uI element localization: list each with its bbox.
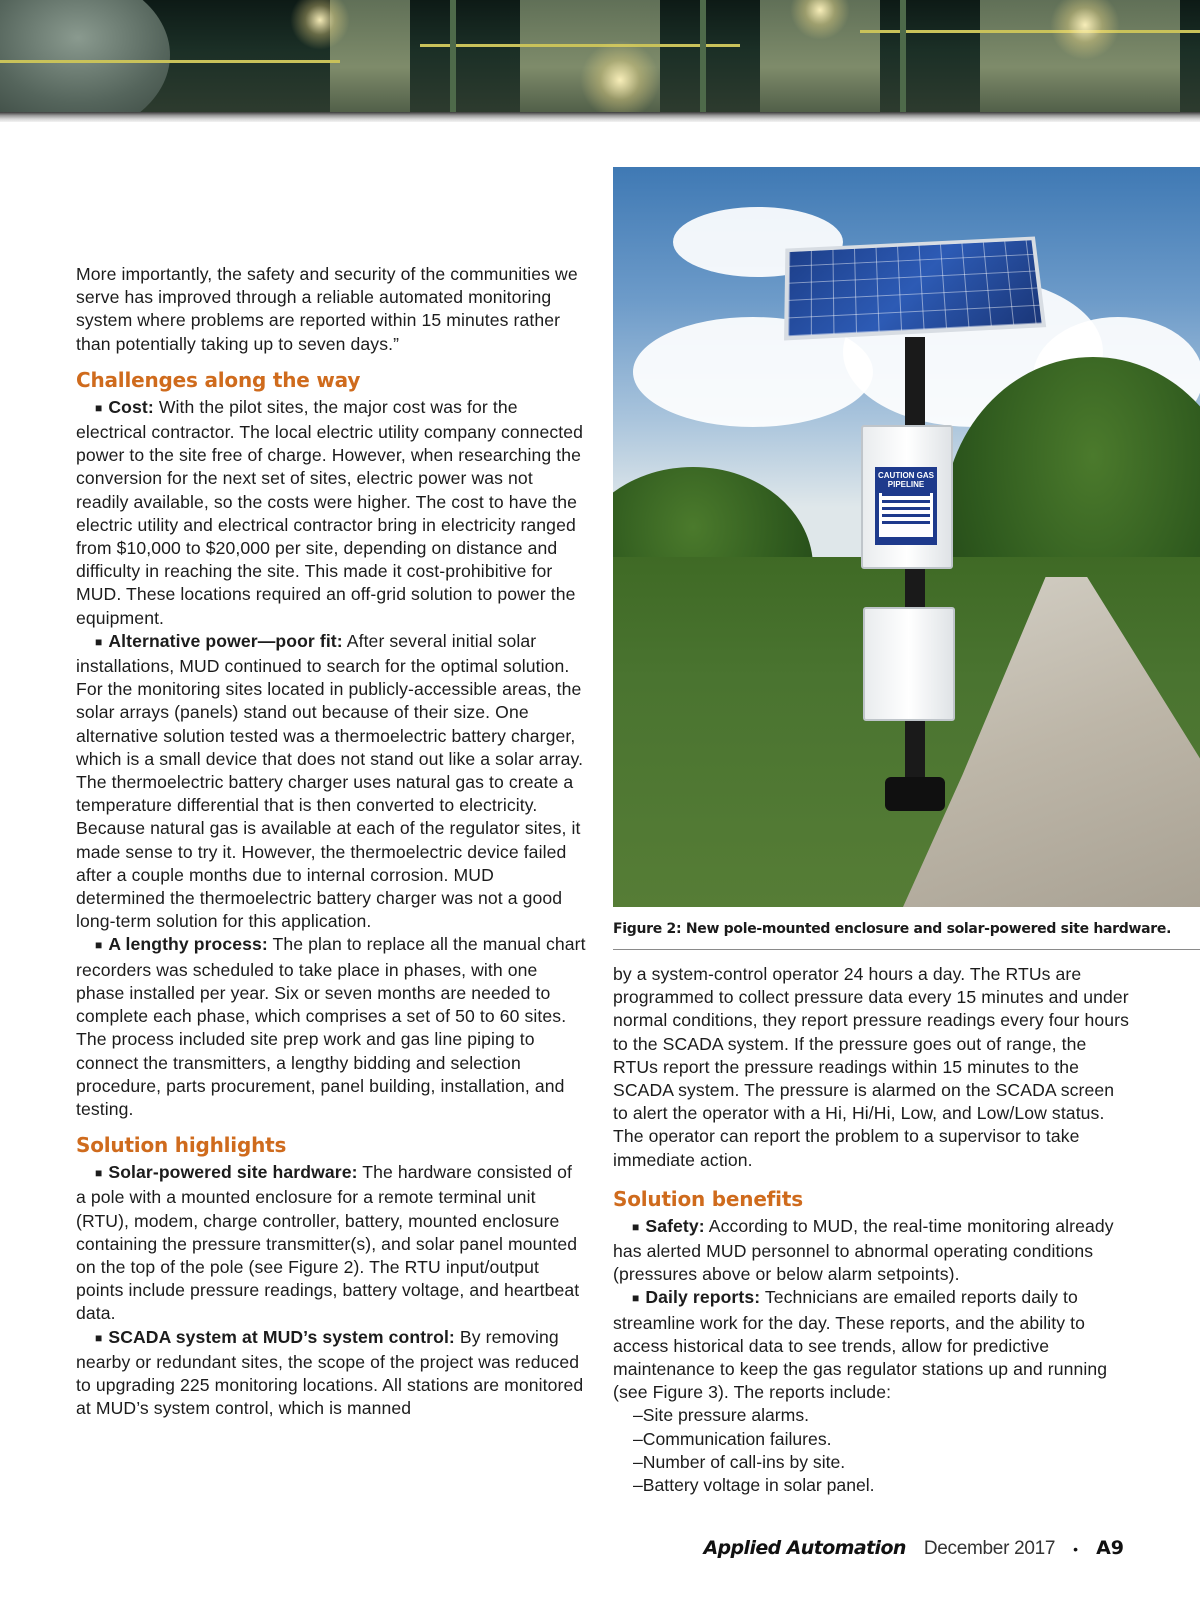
list-item: –Site pressure alarms. (633, 1405, 810, 1426)
bullet-icon: ■ (632, 1291, 640, 1306)
bullet-icon: ■ (95, 400, 103, 415)
bullet-icon: ■ (632, 1219, 640, 1234)
right-column (613, 963, 1133, 1497)
footer-separator: • (1073, 1541, 1079, 1557)
issue-date: December 2017 (923, 1538, 1056, 1559)
caption-divider (613, 949, 1200, 950)
scada-label: SCADA system at MUD’s system control: (108, 1326, 455, 1347)
banner-divider (0, 112, 1200, 122)
pole (905, 337, 925, 807)
continuation-paragraph: by a system-control operator 24 hours a day. The RTUs are programmed to collect pressure data every 15 minutes and under normal conditions, they report pressure readings every four hours to the SCADA system. If the pressure goes out of range, the RTUs report the pressure readings within 15 minutes to the SCADA system. The pressure is alarmed on the SCADA screen to alert the operator with a Hi, Hi/Hi, Low, and Low/Low status. The operator can report the problem to a supervisor to take immediate action. (613, 964, 1129, 1170)
benefits-heading: Solution benefits (613, 1186, 803, 1211)
challenges-heading: Challenges along the way (76, 367, 361, 392)
figure-caption: Figure 2: New pole-mounted enclosure and solar-powered site hardware. (613, 921, 1172, 937)
bullet-icon: ■ (95, 1330, 103, 1345)
caution-gas-pipeline-sign: CAUTION GAS PIPELINE (875, 467, 937, 545)
highlights-heading: Solution highlights (76, 1133, 287, 1158)
daily-reports-paragraph: ■ Daily reports: Technicians are emailed reports daily to streamline work for the day. These reports, and the ability to access historical data to see trends, allow for predictive maintenance to keep the gas regulator stations up and running (see Figure 3). The reports include: (613, 1287, 1108, 1403)
transmitter-enclosure (863, 607, 955, 721)
safety-paragraph: ■ Safety: According to MUD, the real-time monitoring already has alerted MUD personnel to abnormal operating conditions (pressures above or below alarm setpoints). (613, 1215, 1114, 1285)
bullet-icon: ■ (95, 634, 103, 649)
page-footer (703, 1537, 1124, 1560)
figure-2-photo (613, 167, 1200, 907)
list-item: –Number of call-ins by site. (633, 1451, 846, 1472)
safety-label: Safety: (645, 1215, 705, 1236)
lengthy-process-label: A lengthy process: (108, 934, 268, 955)
solar-panel (784, 236, 1046, 340)
alternative-power-paragraph: ■ Alternative power—poor fit: After several initial solar installations, MUD continued to search for the optimal solution. For the monitoring sites located in publicly-accessible areas, the solar arrays (panels) stand out because of their size. One alternative solution tested was a thermoelectric battery charger, which is a small device that does not stand out like a solar array. The thermoelectric battery charger uses natural gas to create a temperature differential that is then converted to electricity. Because natural gas is available at each of the regulator sites, it made sense to try it. However, the thermoelectric device failed after a couple months due to internal corrosion. MUD determined the thermoelectric battery charger was not a good long-term solution for this application. (76, 630, 584, 932)
alternative-power-label: Alternative power—poor fit: (108, 630, 343, 651)
left-column (76, 263, 586, 1420)
bullet-icon: ■ (95, 938, 103, 953)
scada-paragraph: ■ SCADA system at MUD’s system control: By removing nearby or redundant sites, the scope of the project was reduced to upgrading 225 monitoring locations. All stations are monitored at MUD’s system control, which is manned (76, 1326, 584, 1419)
daily-reports-label: Daily reports: (645, 1287, 761, 1308)
storage-tank (0, 0, 170, 112)
solar-hardware-paragraph: ■ Solar-powered site hardware: The hardware consisted of a pole with a mounted enclosure for a remote terminal unit (RTU), modem, charge controller, battery, mounted enclosure containing the pressure transmitter(s), and solar panel mounted on the top of the pole (see Figure 2). The RTU input/output points include pressure readings, battery voltage, and heartbeat data. (76, 1162, 580, 1324)
cost-paragraph: ■ Cost: With the pilot sites, the major cost was for the electrical contractor. The local electric utility company connected power to the site free of charge. However, when researching the conversion for the next set of sites, electric power was not readily available, so the costs were higher. The cost to have the electric utility and electrical contractor bring in electricity ranged from $10,000 to $20,000 per site, depending on distance and difficulty in reaching the site. This made it cost-prohibitive for MUD. These locations required an off-grid solution to power the equipment. (76, 396, 584, 628)
intro-paragraph: More importantly, the safety and security of the communities we serve has improved through a reliable automated monitoring system where problems are reported within 15 minutes rather than potentially taking up to seven days.” (76, 264, 578, 354)
lengthy-process-paragraph: ■ A lengthy process: The plan to replace all the manual chart recorders was scheduled to take place in phases, with one phase installed per year. Six or seven months are needed to complete each phase, which comprises a set of 50 to 60 sites. The process included site prep work and gas line piping to connect the transmitters, a lengthy bidding and selection procedure, parts procurement, panel building, installation, and testing. (76, 934, 586, 1119)
page-number: A9 (1096, 1537, 1124, 1559)
header-banner-photo (0, 0, 1200, 112)
list-item: –Battery voltage in solar panel. (633, 1475, 875, 1496)
bullet-icon: ■ (95, 1166, 103, 1181)
publication-name: Applied Automation (703, 1537, 906, 1559)
cost-label: Cost: (108, 396, 154, 417)
solar-hardware-label: Solar-powered site hardware: (108, 1162, 358, 1183)
list-item: –Communication failures. (633, 1428, 832, 1449)
